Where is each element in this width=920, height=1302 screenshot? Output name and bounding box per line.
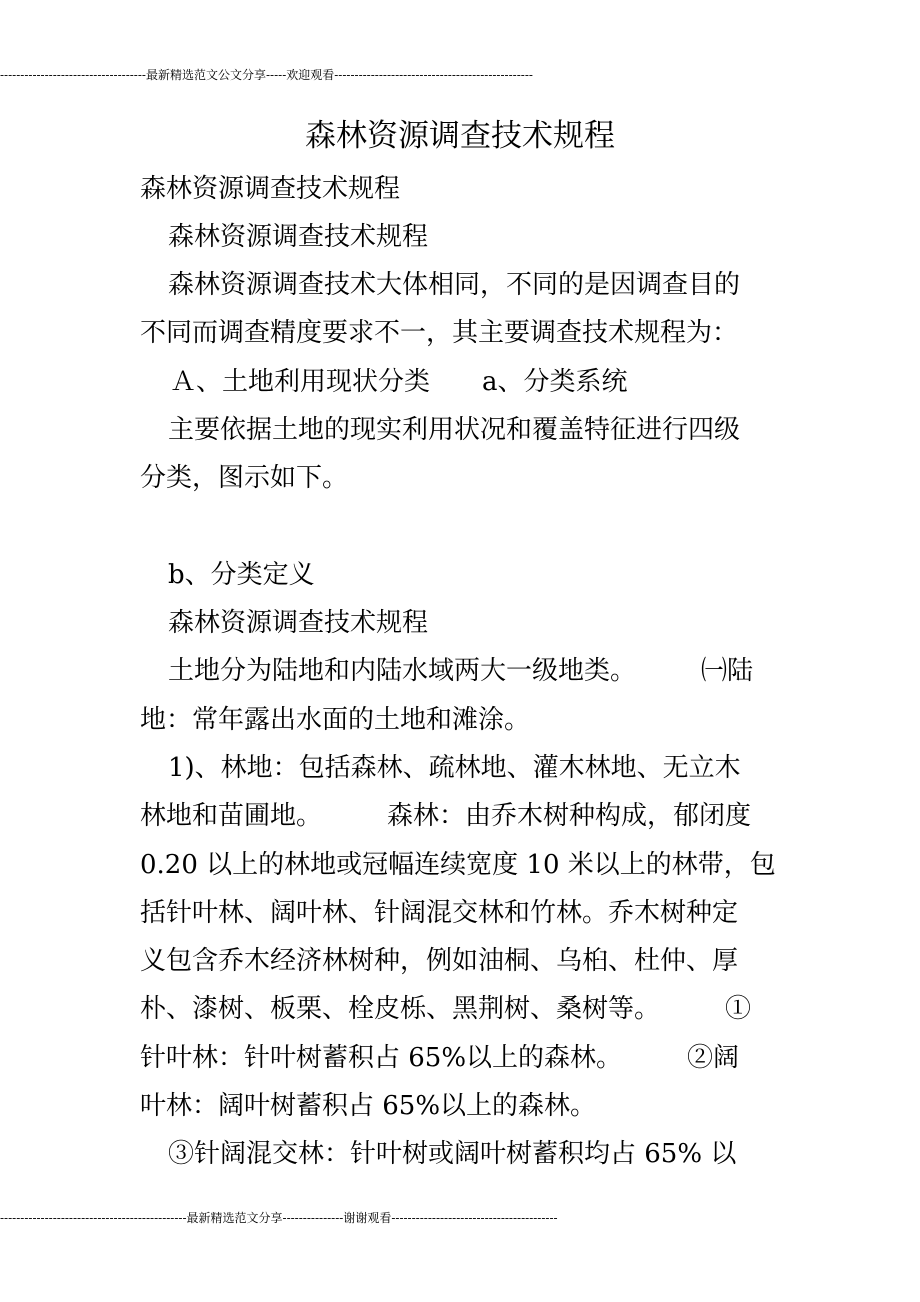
body-line: 不同而调查精度要求不一，其主要调查技术规程为： (140, 318, 739, 348)
body-line: ③针阔混交林：针叶树或阔叶树蓄积均占 65% 以 (168, 1139, 737, 1169)
body-line: 分类，图示如下。 (140, 463, 349, 493)
body-line: 森林资源调查技术大体相同，不同的是因调查目的 (168, 270, 741, 300)
body-line: 叶林：阔叶树蓄积占 65%以上的森林。 (140, 1091, 597, 1121)
page-footer: ----------------------------------------------最新精选范文分享---------------谢谢观看----------------------------------------- (0, 1211, 558, 1225)
body-line: 林地和苗圃地。 森林：由乔木树种构成，郁闭度 (140, 801, 752, 831)
body-line: 森林资源调查技术规程 (140, 174, 401, 204)
body-line: 朴、漆树、板栗、栓皮栎、黑荆树、桑树等。 ① (140, 994, 752, 1024)
body-line: 针叶林：针叶树蓄积占 65%以上的森林。 ②阔 (140, 1043, 740, 1073)
body-line: Ａ、土地利用现状分类 a、分类系统 (170, 367, 628, 397)
document-title: 森林资源调查技术规程 (305, 118, 615, 154)
page-header: ------------------------------------最新精选范文公文分享-----欢迎观看------------------------------------------------- (0, 68, 533, 82)
body-line: 土地分为陆地和内陆水域两大一级地类。 ㈠陆 (168, 656, 754, 686)
body-line: b、分类定义 (168, 560, 315, 590)
body-line: 主要依据土地的现实利用状况和覆盖特征进行四级 (168, 415, 741, 445)
body-line: 0.20 以上的林地或冠幅连续宽度 10 米以上的林带，包 (140, 850, 776, 880)
body-line: 森林资源调查技术规程 (168, 222, 429, 252)
body-line: 森林资源调查技术规程 (168, 608, 429, 638)
body-line: 1)、林地：包括森林、疏林地、灌木林地、无立木 (168, 753, 741, 783)
body-line: 地：常年露出水面的土地和滩涂。 (140, 705, 531, 735)
body-line: 义包含乔木经济林树种，例如油桐、乌桕、杜仲、厚 (140, 946, 739, 976)
body-line: 括针叶林、阔叶林、针阔混交林和竹林。乔木树种定 (140, 898, 739, 928)
